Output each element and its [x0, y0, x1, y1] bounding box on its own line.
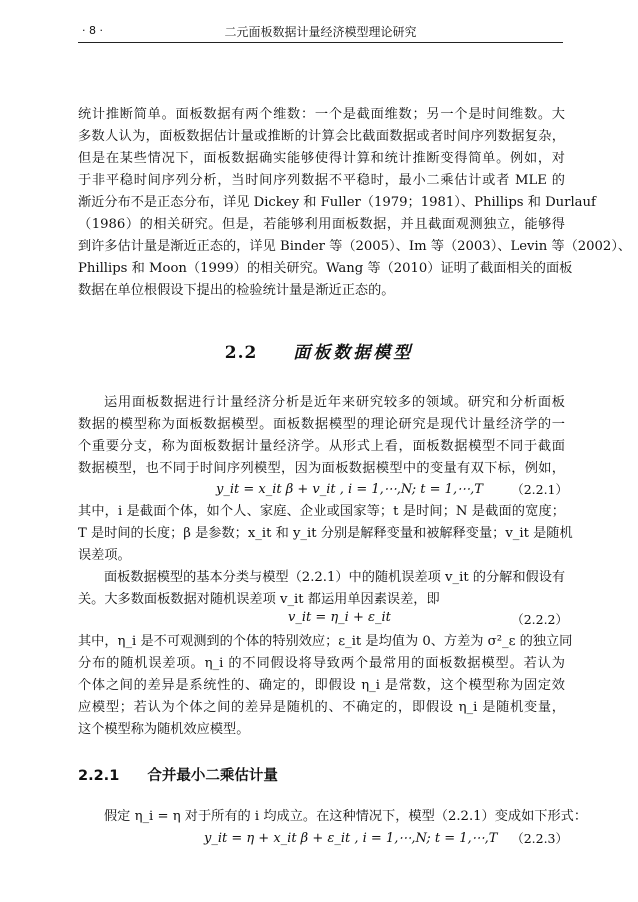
subsection-heading [78, 764, 278, 785]
equation-number: （2.2.1） [511, 482, 568, 497]
equation: v_it = η_i + ε_it [288, 610, 391, 625]
section-heading [0, 338, 638, 363]
text-line: 假定 η_i = η 对于所有的 i 均成立。在这种情况下，模型（2.2.1）变成如下形式： [104, 809, 588, 824]
text-line: 于非平稳时间序列分析，当时间序列数据不平稳时，最小二乘估计或者 MLE 的 [78, 173, 565, 188]
text-line: 运用面板数据进行计量经济分析是近年来研究较多的领域。研究和分析面板 [104, 395, 565, 410]
header-rule [78, 42, 563, 43]
page-number: · 8 · [82, 24, 103, 37]
text-line: 多数人认为，面板数据估计量或推断的计算会比截面数据或者时间序列数据复杂， [78, 129, 565, 144]
text-line: 面板数据模型的基本分类与模型（2.2.1）中的随机误差项 v_it 的分解和假设有 [104, 570, 566, 585]
text-line: 数据模型，也不同于时间序列模型，因为面板数据模型中的变量有双下标，例如， [78, 461, 565, 476]
text-line: 分布的随机误差项。η_i 的不同假设将导致两个最常用的面板数据模型。若认为 [78, 656, 565, 671]
text-line: 个体之间的差异是系统性的、确定的，即假设 η_i 是常数，这个模型称为固定效 [78, 678, 565, 693]
subsection-title: 合并最小二乘估计量 [147, 768, 278, 784]
text-line: 其中，η_i 是不可观测到的个体的特别效应；ε_it 是均值为 0、方差为 σ²_ε 的独立同 [78, 634, 573, 649]
text-line: 渐近分布不是正态分布，详见 Dickey 和 Fuller（1979；1981）、Phillips 和 Durlauf [78, 195, 596, 210]
text-line: 应模型；若认为个体之间的差异是随机的、不确定的，即假设 η_i 是随机变量， [78, 700, 565, 715]
equation-number: （2.2.2） [511, 612, 568, 627]
text-line: 数据的模型称为面板数据模型。面板数据模型的理论研究是现代计量经济学的一 [78, 417, 565, 432]
text-line: 个重要分支，称为面板数据计量经济学。从形式上看，面板数据模型不同于截面 [78, 439, 565, 454]
text-line: 关。大多数面板数据对随机误差项 v_it 都运用单因素误差，即 [78, 592, 440, 607]
equation: y_it = η + x_it β + ε_it , i = 1,⋯,N; t = 1,⋯,T [204, 831, 498, 846]
subsection-number: 2.2.1 [78, 768, 120, 784]
equation: y_it = x_it β + v_it , i = 1,⋯,N; t = 1,⋯,T [216, 482, 483, 497]
text-line: 误差项。 [78, 548, 131, 563]
text-line: Phillips 和 Moon（1999）的相关研究。Wang 等（2010）证明了截面相关的面板 [78, 261, 573, 276]
text-line: 其中，i 是截面个体，如个人、家庭、企业或国家等；t 是时间；N 是截面的宽度； [78, 504, 565, 519]
text-line: T 是时间的长度；β 是参数；x_it 和 y_it 分别是解释变量和被解释变量；v_it 是随机 [78, 526, 573, 541]
text-line: 到许多估计量是渐近正态的，详见 Binder 等（2005）、Im 等（2003）、Levin 等（2002）、 [78, 239, 632, 254]
page-header [78, 22, 563, 44]
section-title: 面板数据模型 [293, 343, 414, 363]
text-line: （1986）的相关研究。但是，若能够利用面板数据，并且截面观测独立，能够得 [78, 217, 565, 232]
text-line: 统计推断简单。面板数据有两个维数：一个是截面维数；另一个是时间维数。大 [78, 107, 565, 122]
section-number: 2.2 [224, 343, 258, 363]
text-line: 但是在某些情况下，面板数据确实能够使得计算和统计推断变得简单。例如，对 [78, 151, 565, 166]
equation-number: （2.2.3） [511, 831, 568, 846]
text-line: 这个模型称为随机效应模型。 [78, 722, 250, 737]
running-title: 二元面板数据计量经济模型理论研究 [224, 25, 417, 39]
text-line: 数据在单位根假设下提出的检验统计量是渐近正态的。 [78, 283, 395, 298]
